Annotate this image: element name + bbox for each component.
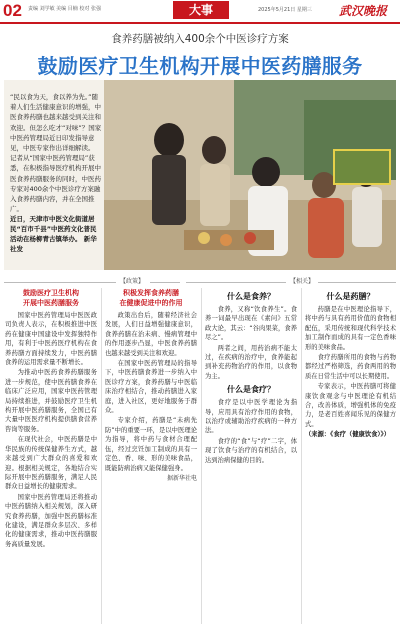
main-headline: 鼓励医疗卫生机构开展中医药膳服务	[37, 54, 363, 78]
paragraph: 专家表示，中医药膳可将健康饮食观念与中医理论有机结合，改善体质，增强机体的免疫力，是老百姓喜闻乐见的保健方式。	[305, 383, 396, 428]
article-column-2	[105, 288, 197, 483]
column-separator	[301, 288, 302, 624]
wire-credit: 据新华社电	[166, 474, 197, 482]
question-heading: 什么是食养？	[227, 292, 275, 301]
paragraph: 食疗是以中医学理论为指导，应用具有治疗作用的食物，以治疗或辅助治疗疾病的一种方法。	[205, 399, 297, 435]
page-header	[0, 0, 400, 24]
divider-rule	[150, 282, 180, 283]
policy-section-label: 【政策】	[120, 278, 145, 285]
article-column-3	[205, 288, 297, 466]
column-separator	[201, 288, 202, 624]
column-separator	[101, 288, 102, 624]
column-2-title-line: 在健康促进中的作用	[119, 299, 183, 307]
paragraph: 在现代社会，中医药膳是中华民族的传统保健养生方式，越来越受到广大群众的喜爱和欢迎。根据相关规定，各地结合实际开展中医药膳服务，满足人民群众日益增长的健康需求。	[5, 436, 97, 491]
paragraph: 食养，又称“饮食养生”。食养一词最早出现在《素问》五常政大论，其云：“谷肉果菜，食养尽之”。	[205, 306, 297, 342]
column-2-title-line: 积极发挥食养药膳	[123, 289, 179, 297]
column-2-title	[105, 288, 197, 308]
paragraph: 国家中医药管理局还将推动中医药膳纳入相关规划，深入研究食养药膳，加强中医药膳标准化建设，满足群众多层次、多样化的健康需求，推动中医药膳服务高质量发展。	[5, 493, 97, 548]
paragraph: 药膳是在中医理论指导下，将中药与具有药用价值的食物相配伍，采用传统和现代科学技术加工制作而成的具有一定色香味形的美味食品。	[305, 306, 396, 351]
related-section-label: 【相关】	[290, 278, 315, 285]
question-heading: 什么是食疗？	[227, 385, 275, 395]
photo-caption	[10, 214, 102, 254]
question-heading: 什么是药膳？	[326, 292, 375, 301]
paragraph: 两者之间，用药治病不能太过，在疾病的治疗中，食养能起到补充药物治疗的作用，以食物为主。	[205, 344, 297, 380]
lead-paragraph	[10, 92, 102, 214]
paragraph: 政策出台后，随着经济社会发展，人们日益增强健康意识，食养药膳在治未病、慢病管理中的作用逐步凸显，中医食养药膳也越来越受到关注和欢迎。	[105, 312, 197, 357]
section-label: 大事	[173, 1, 229, 19]
divider-rule	[318, 282, 396, 283]
issue-date: 2025年5月21日 星期三	[258, 7, 312, 13]
kicker-headline: 食养药膳被纳入400余个中医诊疗方案	[111, 33, 289, 45]
paragraph: 国家中医药管理局中医医政司负责人表示，在积极推进中医药在健康中国建设中发挥独特作用，有利于中医药医疗机构在食养药膳方面持续发力，中医药膳食养的运用需求量不断增长。	[5, 312, 97, 367]
article-column-1	[5, 288, 97, 550]
paragraph: 为推动中医药食养药膳服务进一步规范，使中医药膳食养在临床广泛应用，国家中医药管理局持续推进，并鼓励医疗卫生机构开展中医药膳服务，全国已有大量中医医疗机构提供膳食营养咨询等服务。	[5, 369, 97, 433]
lead-text-1: “民以食为天，食以养为先。”随着人们生活健康意识的增强，中医食养药膳也越来越受到关注和欢迎。但怎么吃才“对味”？国家中医药管理局近日印发指导意见，中医专家作出详细解读。	[10, 93, 102, 153]
paragraph: 食疗的“食”与“疗”二字，体现了饮食与治疗的有机结合，以达到治病保健的目的。	[205, 437, 297, 464]
column-1-title	[5, 288, 97, 308]
main-photo	[4, 80, 396, 270]
paragraph: 食疗药膳所用的食物与药物都经过严格筛选，药食两用的物质在日常生活中可以长期使用。	[305, 354, 396, 380]
paragraph: 在国家中医药管理局的指导下，中医药膳食养进一步纳入中医诊疗方案，食养药膳与中医临床治疗相结合，推动药膳进入家庭，进入社区，更好地服务于群众。	[105, 360, 197, 415]
page-number: 02	[3, 1, 22, 20]
masthead-logo: 武汉晚报	[339, 4, 388, 18]
divider-rule	[4, 282, 116, 283]
lead-text-2: 记者从“国家中医药管理局”获悉，在积极指导医疗机构开展中医食养药膳服务的同时，中医药专家对400余个中医诊疗方案融入食养药膳内容，并在全国推广。	[10, 154, 101, 214]
editor-credits: 责编 刘学敏 美编 目楠 校对 张强	[28, 6, 101, 12]
source-reference: （来源：《食疗（健康饮食）》）	[305, 431, 391, 439]
paragraph: 专家介绍，药膳是“未病先防”中的重要一环，是以中医理论为指导，将中药与食材合理配伍，经过烹饪加工制成的具有一定色、香、味、形的美味食品，既能防病治病又能保健强身。	[105, 417, 197, 472]
caption-credit: 新华社发	[10, 235, 97, 253]
divider-rule	[186, 282, 286, 283]
column-1-title-line: 开展中医药膳服务	[23, 299, 79, 307]
caption-text: 近日，天津市中医文化街道居民“百市千县”中医药文化普民活动在杨柳青古镇举办。	[10, 215, 97, 243]
article-column-4	[305, 288, 396, 440]
column-1-title-line: 鼓励医疗卫生机构	[23, 289, 79, 297]
